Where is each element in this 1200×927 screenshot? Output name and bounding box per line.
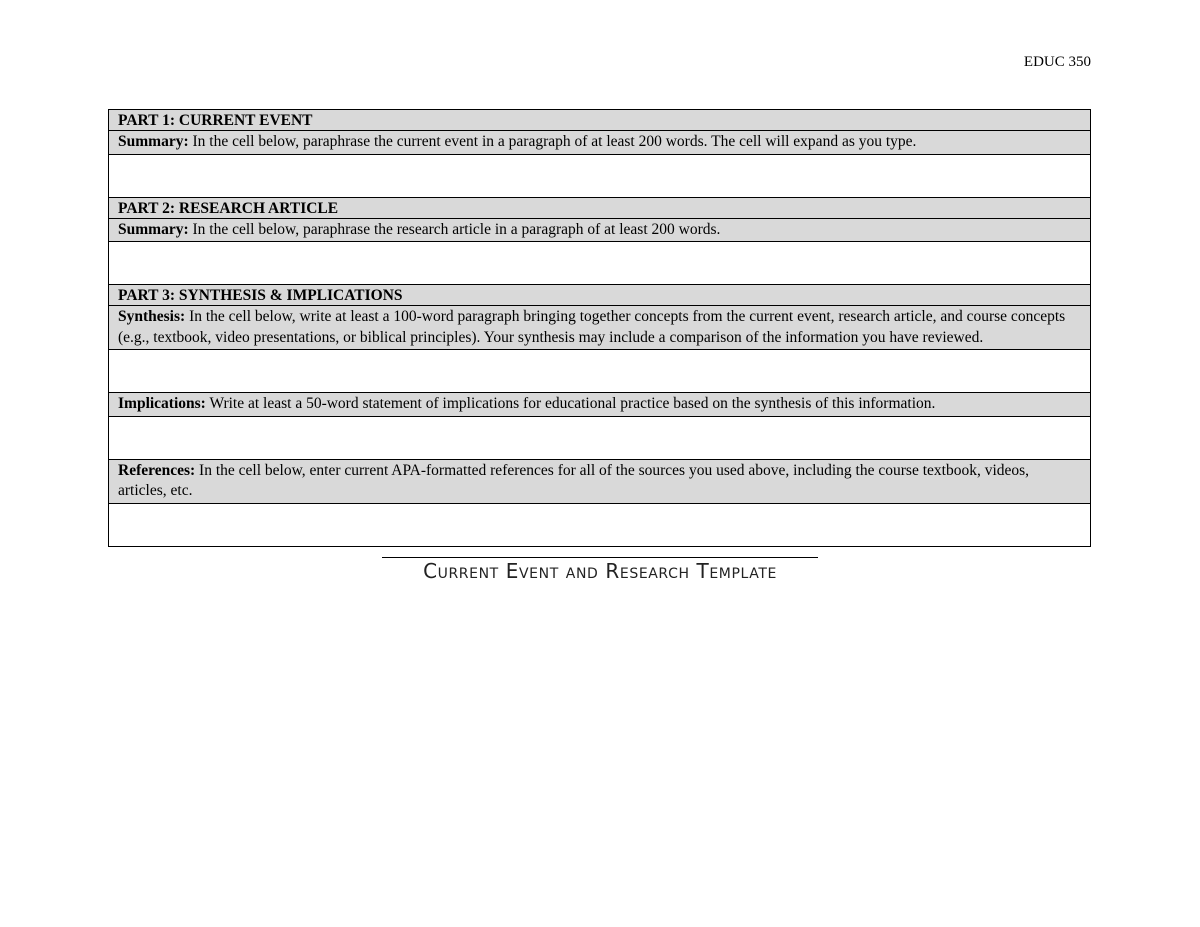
part1-heading: PART 1: CURRENT EVENT — [109, 110, 1091, 131]
implications-prompt — [109, 393, 1091, 417]
part3-heading-row — [109, 285, 1091, 306]
part2-summary-label: Summary: — [118, 220, 189, 238]
synthesis-response-row[interactable] — [109, 350, 1091, 393]
implications-response-row[interactable] — [109, 416, 1091, 459]
part2-response-cell[interactable] — [109, 242, 1091, 285]
part2-heading: PART 2: RESEARCH ARTICLE — [109, 197, 1091, 218]
template-table — [108, 109, 1091, 547]
part1-heading-row — [109, 110, 1091, 131]
part1-response-cell[interactable] — [109, 154, 1091, 197]
part2-response-row[interactable] — [109, 242, 1091, 285]
part1-summary-prompt — [109, 131, 1091, 155]
references-response-cell[interactable] — [109, 503, 1091, 546]
synthesis-prompt-row — [109, 306, 1091, 350]
implications-prompt-row — [109, 393, 1091, 417]
part2-summary-row — [109, 218, 1091, 242]
references-prompt — [109, 459, 1091, 503]
part2-summary-text: In the cell below, paraphrase the research article in a paragraph of at least 200 words. — [188, 220, 721, 238]
part2-heading-row — [109, 197, 1091, 218]
references-label: References: — [118, 461, 196, 479]
references-text: In the cell below, enter current APA-formatted references for all of the sources you used above, including the course textbook, videos, articles, etc. — [118, 461, 1030, 499]
synthesis-prompt — [109, 306, 1091, 350]
footer-title: Current Event and Research Template — [382, 557, 818, 583]
implications-response-cell[interactable] — [109, 416, 1091, 459]
synthesis-response-cell[interactable] — [109, 350, 1091, 393]
part1-response-row[interactable] — [109, 154, 1091, 197]
part2-summary-prompt — [109, 218, 1091, 242]
references-prompt-row — [109, 459, 1091, 503]
part3-heading: PART 3: SYNTHESIS & IMPLICATIONS — [109, 285, 1091, 306]
implications-label: Implications: — [118, 395, 206, 412]
course-code: EDUC 350 — [1023, 54, 1091, 70]
references-response-row[interactable] — [109, 503, 1091, 546]
synthesis-text: In the cell below, write at least a 100-word paragraph bringing together concepts from the current event, research article, and course concepts (e.g., textbook, video presentations, or biblical principles). Your synthesis may include a comparison of the information you have reviewed. — [118, 308, 1066, 346]
part1-summary-label: Summary: — [118, 133, 189, 150]
synthesis-label: Synthesis: — [118, 308, 186, 325]
implications-text: Write at least a 50-word statement of implications for educational practice based on the synthesis of this information. — [205, 395, 936, 412]
part1-summary-row — [109, 131, 1091, 155]
part1-summary-text: In the cell below, paraphrase the current event in a paragraph of at least 200 words. The cell will expand as you type. — [188, 133, 917, 150]
